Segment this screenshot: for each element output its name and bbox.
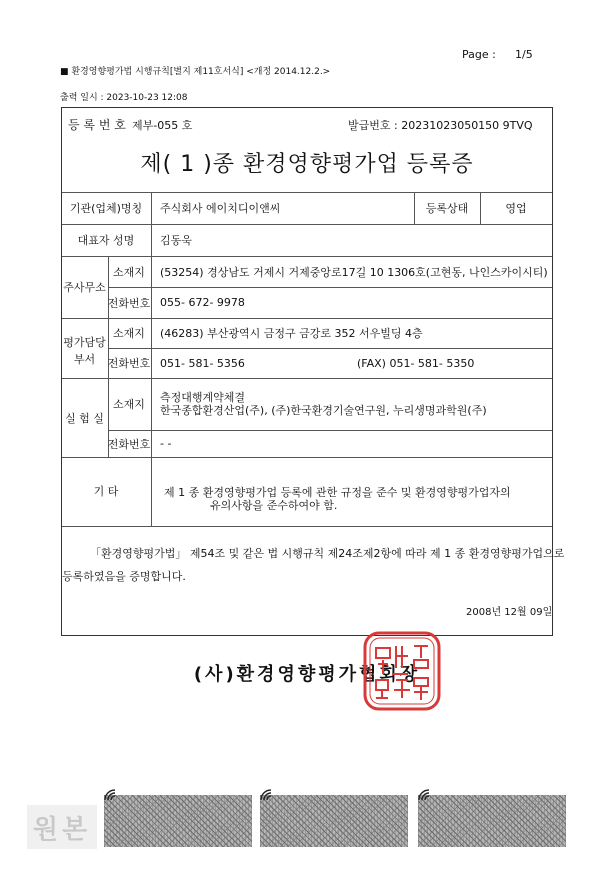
certify-line-1: 「환경영향평가법」 제54조 및 같은 법 시행규칙 제24조제2항에 따라 제 1 종 환경영향평가업으로	[90, 547, 565, 560]
rep-label: 대표자 성명	[77, 233, 135, 247]
certify-line-2: 등록하였음을 증명합니다.	[62, 570, 186, 583]
lab-tel: - -	[160, 437, 172, 450]
rep-value: 김동욱	[160, 233, 192, 247]
security-barcode-1	[104, 795, 252, 847]
org-value: 주식회사 에이치디이앤씨	[160, 201, 281, 215]
barcode-corner-2	[260, 789, 274, 801]
hq-tel-label: 전화번호	[107, 296, 151, 310]
status-value: 영업	[505, 201, 527, 215]
dept-fax: (FAX) 051- 581- 5350	[357, 356, 475, 370]
security-barcode-3	[418, 795, 566, 847]
lab-label: 실 험 실	[65, 411, 104, 425]
lab-tel-label: 전화번호	[107, 437, 151, 451]
dept-address: (46283) 부산광역시 금정구 금강로 352 서우빌딩 4층	[160, 327, 423, 340]
print-date: 출력 일시 : 2023-10-23 12:08	[60, 93, 188, 103]
hq-addr-label: 소재지	[113, 265, 145, 279]
certificate-title: 제( 1 )종 환경영향평가업 등록증	[140, 152, 474, 177]
dept-addr-label: 소재지	[113, 327, 145, 340]
reg-number: 제부-055 호	[132, 119, 193, 132]
org-label: 기관(업체)명칭	[69, 201, 143, 215]
issue-date: 2008년 12월 09일	[466, 607, 553, 618]
issue-number: 발급번호 : 20231023050150 9TVQ	[348, 119, 533, 132]
hq-label: 주사무소	[63, 281, 106, 294]
page-number: 1/5	[515, 48, 533, 61]
page-label: Page :	[462, 48, 496, 61]
etc-label: 기 타	[93, 485, 119, 498]
etc-text: 제 1 종 환경영향평가업 등록에 관한 규정을 준수 및 환경영향평가업자의 유의사항을 준수하여야 함.	[164, 486, 511, 512]
lab-address: 측정대행계약체결 한국종합환경산업(주), (주)한국환경기술연구원, 누리생명과학원(주)	[160, 391, 487, 417]
dept-tel-label: 전화번호	[107, 357, 151, 370]
dept-label: 평가담당 부서	[63, 336, 106, 366]
hq-tel: 055- 672- 9978	[160, 296, 245, 309]
issuer-name: (사)환경영향평가협회장	[193, 664, 421, 685]
official-seal	[362, 630, 442, 712]
barcode-corner-1	[104, 789, 118, 801]
form-reference: ■ 환경영향평가법 시행규칙[별지 제11호서식] <개정 2014.12.2.>	[60, 67, 331, 77]
dept-tel: 051- 581- 5356	[160, 356, 245, 370]
security-barcode-2	[260, 795, 408, 847]
reg-number-label: 등 록 번 호	[68, 118, 126, 132]
hq-address: (53254) 경상남도 거제시 거제중앙로17길 10 1306호(고현동, 나인스카이시티)	[160, 265, 548, 279]
status-label: 등록상태	[425, 201, 469, 215]
barcode-corner-3	[418, 789, 432, 801]
original-stamp: 원본	[27, 805, 97, 849]
lab-addr-label: 소재지	[113, 398, 145, 411]
